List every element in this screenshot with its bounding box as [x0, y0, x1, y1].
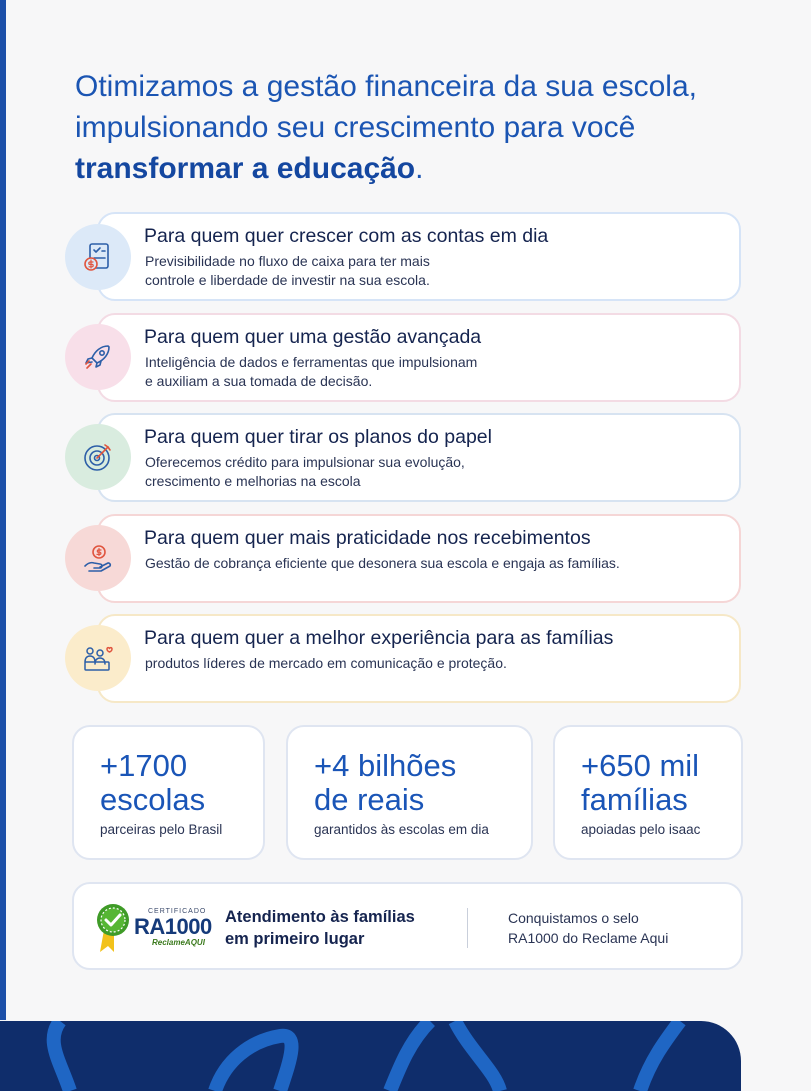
- feature-description-line: Previsibilidade no fluxo de caixa para ter mais: [145, 253, 430, 269]
- feature-title: Para quem quer crescer com as contas em dia: [144, 225, 549, 247]
- stat-card-schools: [72, 725, 265, 860]
- feature-description: [145, 353, 705, 391]
- headline-emphasis: transformar a educação: [75, 152, 416, 185]
- stat-value: [100, 749, 300, 817]
- stat-caption: garantidos às escolas em dia: [314, 822, 489, 837]
- feature-card-credit: [97, 413, 741, 502]
- ra1000-card: [72, 882, 743, 970]
- ra-cert-label: CERTIFICADO: [148, 908, 207, 915]
- footer-decorative-band: [0, 1021, 741, 1091]
- feature-description-line: e auxiliam a sua tomada de decisão.: [145, 373, 373, 389]
- stat-caption: parceiras pelo Brasil: [100, 822, 223, 837]
- feature-description-line: Gestão de cobrança eficiente que desonera sua escola e engaja as famílias.: [145, 555, 620, 571]
- stat-card-reais: [286, 725, 533, 860]
- feature-description-line: controle e liberdade de investir na sua escola.: [145, 272, 430, 288]
- family-heart-icon: [65, 625, 131, 691]
- stat-value-line: +1700: [100, 748, 188, 783]
- divider: [467, 908, 468, 948]
- stat-value-line: +4 bilhões: [314, 748, 457, 783]
- feature-description-line: produtos líderes de mercado em comunicação e proteção.: [145, 655, 507, 671]
- ra-badge-text: RA1000: [134, 914, 212, 939]
- stat-value-line: famílias: [581, 782, 688, 817]
- headline: [75, 66, 715, 189]
- left-accent-rule: [0, 0, 6, 1020]
- stat-caption: apoiadas pelo isaac: [581, 822, 701, 837]
- feature-card-cash-flow: [97, 212, 741, 301]
- ra-headline-line: em primeiro lugar: [225, 930, 365, 948]
- rocket-icon: [65, 324, 131, 390]
- feature-title: Para quem quer a melhor experiência para as famílias: [144, 627, 614, 649]
- feature-title: Para quem quer tirar os planos do papel: [144, 426, 492, 448]
- footer-wave-pattern: [0, 1021, 741, 1091]
- feature-card-advanced-management: [97, 313, 741, 402]
- feature-card-receivables: [97, 514, 741, 603]
- feature-title: Para quem quer mais praticidade nos recebimentos: [144, 527, 591, 549]
- stat-value: [581, 749, 781, 817]
- feature-title: Para quem quer uma gestão avançada: [144, 326, 482, 348]
- ra-headline-line: Atendimento às famílias: [225, 908, 415, 926]
- ra-note-line: RA1000 do Reclame Aqui: [508, 930, 669, 946]
- stat-value-line: +650 mil: [581, 748, 700, 783]
- ra-brand-text: ReclameAQUI: [152, 938, 205, 947]
- stat-value-line: escolas: [100, 782, 206, 817]
- feature-card-family-experience: [97, 614, 741, 703]
- headline-end: .: [415, 152, 424, 185]
- stat-card-families: [553, 725, 743, 860]
- feature-description: [145, 554, 705, 573]
- feature-description-line: Oferecemos crédito para impulsionar sua evolução,: [145, 454, 465, 470]
- target-icon: [65, 424, 131, 490]
- ra-note-line: Conquistamos o selo: [508, 910, 639, 926]
- feature-description: [145, 453, 705, 491]
- hand-coin-icon: [65, 525, 131, 591]
- stat-value: [314, 749, 514, 817]
- ra-note: [508, 908, 728, 948]
- ra1000-seal-logo: [96, 900, 212, 954]
- cash-checklist-icon: [65, 224, 131, 290]
- feature-description-line: crescimento e melhorias na escola: [145, 473, 361, 489]
- feature-description-line: Inteligência de dados e ferramentas que impulsionam: [145, 354, 478, 370]
- feature-description: [145, 252, 705, 290]
- feature-description: [145, 654, 705, 673]
- stat-value-line: de reais: [314, 782, 425, 817]
- headline-text: Otimizamos a gestão financeira da sua escola, impulsionando seu crescimento para você: [75, 70, 697, 144]
- ra-headline: [225, 906, 465, 950]
